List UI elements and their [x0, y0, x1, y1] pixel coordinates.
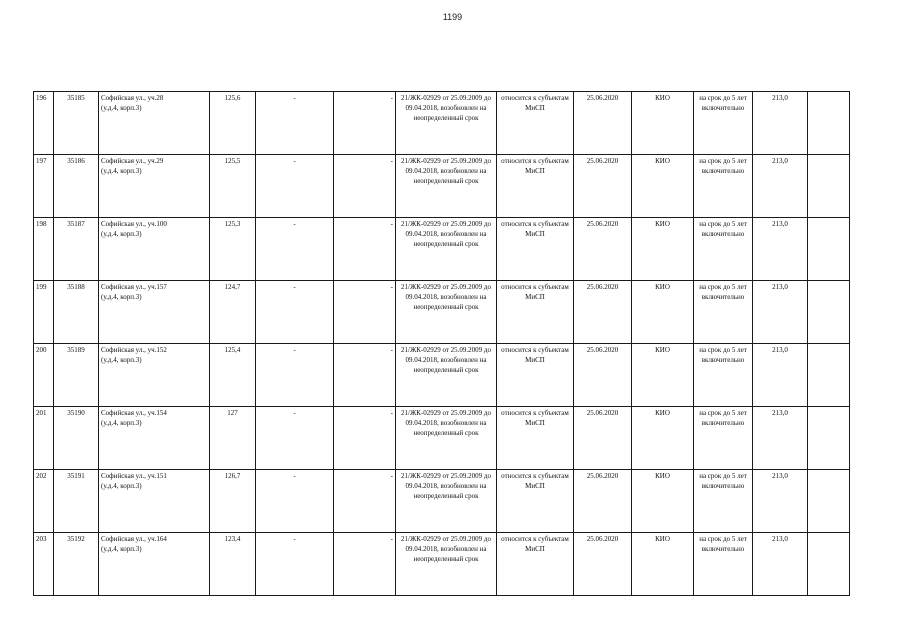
address-line: Софийская ул., уч.100: [101, 220, 167, 228]
dash-cell: -: [256, 281, 334, 344]
lease-term: на срок до 5 лет включительно: [694, 533, 753, 596]
row-number: 203: [34, 533, 54, 596]
rate: 213,0: [753, 533, 808, 596]
table-row: [34, 407, 850, 470]
smb-relation: относится к субъектам МиСП: [497, 92, 574, 155]
row-number: 199: [34, 281, 54, 344]
table-row: [34, 281, 850, 344]
address-line: Софийская ул., уч.154: [101, 409, 167, 417]
dash-cell: -: [256, 407, 334, 470]
area: 124,7: [210, 281, 256, 344]
contract-info: 21/ЖК-02929 от 25.09.2009 до 09.04.2018, возобновлен на неопределенный срок: [396, 92, 497, 155]
authority: КИО: [632, 218, 694, 281]
row-number: 202: [34, 470, 54, 533]
address-line: Софийская ул., уч.28: [101, 94, 164, 102]
dash-cell: -: [334, 533, 396, 596]
area: 125,3: [210, 218, 256, 281]
dash-cell: -: [334, 344, 396, 407]
contract-info: 21/ЖК-02929 от 25.09.2009 до 09.04.2018, возобновлен на неопределенный срок: [396, 281, 497, 344]
address-line: Софийская ул., уч.151: [101, 472, 167, 480]
building-line: (у.д.4, корп.3): [101, 293, 142, 301]
area: 125,5: [210, 155, 256, 218]
rate: 213,0: [753, 470, 808, 533]
address: [99, 155, 210, 218]
object-id: 35185: [54, 92, 99, 155]
address-line: Софийская ул., уч.164: [101, 535, 167, 543]
building-line: (у.д.4, корп.3): [101, 419, 142, 427]
dash-cell: -: [256, 92, 334, 155]
date: 25.06.2020: [574, 218, 632, 281]
table-row: [34, 155, 850, 218]
authority: КИО: [632, 155, 694, 218]
address-line: Софийская ул., уч.152: [101, 346, 167, 354]
rate: 213,0: [753, 155, 808, 218]
dash-cell: -: [334, 470, 396, 533]
rate: 213,0: [753, 344, 808, 407]
contract-info: 21/ЖК-02929 от 25.09.2009 до 09.04.2018, возобновлен на неопределенный срок: [396, 470, 497, 533]
table-row: [34, 533, 850, 596]
table-row: [34, 470, 850, 533]
address-line: Софийская ул., уч.157: [101, 283, 167, 291]
area: 123,4: [210, 533, 256, 596]
address: [99, 407, 210, 470]
address: [99, 533, 210, 596]
date: 25.06.2020: [574, 470, 632, 533]
area: 127: [210, 407, 256, 470]
area: 125,4: [210, 344, 256, 407]
building-line: (у.д.4, корп.3): [101, 167, 142, 175]
dash-cell: -: [334, 218, 396, 281]
registry-table: [33, 91, 850, 596]
object-id: 35191: [54, 470, 99, 533]
rate: 213,0: [753, 92, 808, 155]
authority: КИО: [632, 344, 694, 407]
building-line: (у.д.4, корп.3): [101, 230, 142, 238]
address-line: Софийская ул., уч.29: [101, 157, 164, 165]
page-number: 1199: [442, 12, 463, 22]
lease-term: на срок до 5 лет включительно: [694, 281, 753, 344]
empty-cell: [808, 281, 850, 344]
smb-relation: относится к субъектам МиСП: [497, 155, 574, 218]
table-row: [34, 218, 850, 281]
row-number: 201: [34, 407, 54, 470]
contract-info: 21/ЖК-02929 от 25.09.2009 до 09.04.2018, возобновлен на неопределенный срок: [396, 344, 497, 407]
address: [99, 218, 210, 281]
dash-cell: -: [334, 281, 396, 344]
contract-info: 21/ЖК-02929 от 25.09.2009 до 09.04.2018, возобновлен на неопределенный срок: [396, 533, 497, 596]
object-id: 35192: [54, 533, 99, 596]
lease-term: на срок до 5 лет включительно: [694, 470, 753, 533]
rate: 213,0: [753, 218, 808, 281]
object-id: 35187: [54, 218, 99, 281]
smb-relation: относится к субъектам МиСП: [497, 281, 574, 344]
date: 25.06.2020: [574, 281, 632, 344]
dash-cell: -: [256, 533, 334, 596]
smb-relation: относится к субъектам МиСП: [497, 218, 574, 281]
dash-cell: -: [256, 218, 334, 281]
date: 25.06.2020: [574, 533, 632, 596]
authority: КИО: [632, 281, 694, 344]
smb-relation: относится к субъектам МиСП: [497, 533, 574, 596]
smb-relation: относится к субъектам МиСП: [497, 344, 574, 407]
empty-cell: [808, 407, 850, 470]
object-id: 35190: [54, 407, 99, 470]
row-number: 196: [34, 92, 54, 155]
dash-cell: -: [334, 92, 396, 155]
building-line: (у.д.4, корп.3): [101, 356, 142, 364]
date: 25.06.2020: [574, 155, 632, 218]
rate: 213,0: [753, 281, 808, 344]
date: 25.06.2020: [574, 92, 632, 155]
date: 25.06.2020: [574, 344, 632, 407]
row-number: 197: [34, 155, 54, 218]
authority: КИО: [632, 92, 694, 155]
empty-cell: [808, 344, 850, 407]
address: [99, 470, 210, 533]
building-line: (у.д.4, корп.3): [101, 545, 142, 553]
contract-info: 21/ЖК-02929 от 25.09.2009 до 09.04.2018, возобновлен на неопределенный срок: [396, 218, 497, 281]
address: [99, 92, 210, 155]
smb-relation: относится к субъектам МиСП: [497, 470, 574, 533]
object-id: 35186: [54, 155, 99, 218]
empty-cell: [808, 155, 850, 218]
row-number: 198: [34, 218, 54, 281]
contract-info: 21/ЖК-02929 от 25.09.2009 до 09.04.2018, возобновлен на неопределенный срок: [396, 407, 497, 470]
row-number: 200: [34, 344, 54, 407]
address: [99, 344, 210, 407]
address: [99, 281, 210, 344]
smb-relation: относится к субъектам МиСП: [497, 407, 574, 470]
lease-term: на срок до 5 лет включительно: [694, 344, 753, 407]
lease-term: на срок до 5 лет включительно: [694, 92, 753, 155]
lease-term: на срок до 5 лет включительно: [694, 407, 753, 470]
authority: КИО: [632, 470, 694, 533]
authority: КИО: [632, 407, 694, 470]
building-line: (у.д.4, корп.3): [101, 482, 142, 490]
dash-cell: -: [256, 470, 334, 533]
empty-cell: [808, 533, 850, 596]
dash-cell: -: [334, 407, 396, 470]
empty-cell: [808, 92, 850, 155]
dash-cell: -: [334, 155, 396, 218]
object-id: 35189: [54, 344, 99, 407]
dash-cell: -: [256, 155, 334, 218]
lease-term: на срок до 5 лет включительно: [694, 218, 753, 281]
rate: 213,0: [753, 407, 808, 470]
lease-term: на срок до 5 лет включительно: [694, 155, 753, 218]
empty-cell: [808, 218, 850, 281]
building-line: (у.д.4, корп.3): [101, 104, 142, 112]
empty-cell: [808, 470, 850, 533]
area: 126,7: [210, 470, 256, 533]
date: 25.06.2020: [574, 407, 632, 470]
area: 125,6: [210, 92, 256, 155]
object-id: 35188: [54, 281, 99, 344]
authority: КИО: [632, 533, 694, 596]
dash-cell: -: [256, 344, 334, 407]
contract-info: 21/ЖК-02929 от 25.09.2009 до 09.04.2018, возобновлен на неопределенный срок: [396, 155, 497, 218]
table-row: [34, 344, 850, 407]
table-row: [34, 92, 850, 155]
